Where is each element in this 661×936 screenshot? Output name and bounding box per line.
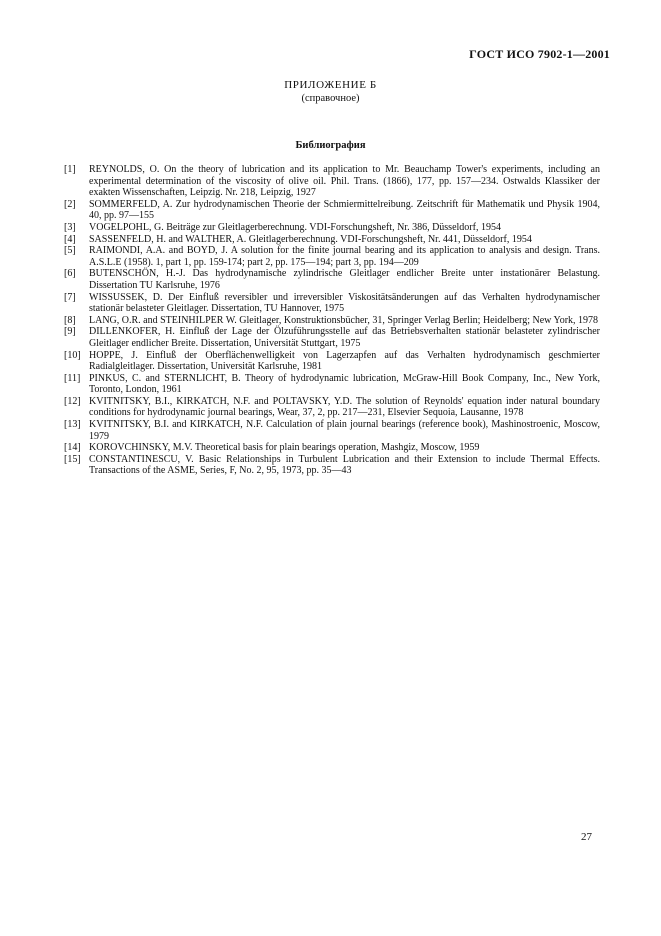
reference-text: SOMMERFELD, A. Zur hydrodynamischen Theorie der Schmiermittelreibung. Zeitschrift für Mathematik und Physik 1904, 40, pp. 97—155 <box>89 198 600 222</box>
appendix-heading <box>0 78 661 105</box>
reference-item <box>64 326 600 349</box>
reference-number: [8] <box>64 314 76 326</box>
appendix-title: ПРИЛОЖЕНИЕ Б <box>284 79 377 91</box>
reference-text: PINKUS, C. and STERNLICHT, B. Theory of hydrodynamic lubrication, McGraw-Hill Book Company, Inc., New York, Toronto, London, 1961 <box>89 372 600 396</box>
reference-item <box>64 419 600 442</box>
reference-number: [14] <box>64 442 81 454</box>
reference-item <box>64 245 600 268</box>
reference-number: [11] <box>64 372 81 384</box>
page-number: 27 <box>581 831 592 843</box>
reference-list <box>64 164 600 477</box>
reference-item <box>64 373 600 396</box>
reference-text: VOGELPOHL, G. Beiträge zur Gleitlagerberechnung. VDI-Forschungsheft, Nr. 386, Düsseldorf, 1954 <box>89 221 501 233</box>
reference-text: CONSTANTINESCU, V. Basic Relationships in Turbulent Lubrication and their Extension to include Thermal Effects. Transactions of the ASME, Series, F, No. 2, 95, 1973, pp. 35—43 <box>89 453 600 477</box>
reference-item <box>64 222 600 234</box>
reference-text: WISSUSSEK, D. Der Einfluß reversibler und irreversibler Viskositätsänderungen auf das Verhalten hydrodynamischer stationär belasteter Gleitlager. Dissertation, TU Hannover, 1975 <box>89 291 600 315</box>
reference-number: [15] <box>64 453 81 465</box>
standard-id: ГОСТ ИСО 7902-1—2001 <box>469 47 610 61</box>
reference-item <box>64 442 600 454</box>
reference-number: [5] <box>64 245 76 257</box>
reference-item <box>64 292 600 315</box>
reference-number: [2] <box>64 198 76 210</box>
reference-number: [1] <box>64 164 76 175</box>
reference-item <box>64 199 600 222</box>
reference-item <box>64 268 600 291</box>
reference-text: REYNOLDS, O. On the theory of lubrication and its application to Mr. Beauchamp Tower's experiments, including an experimental determination of the viscosity of olive oil. Phil. Trans. (1866), 177, pp. 157—234. Ostwalds Klassiker der exakten Wissenschaften, Leipzig. Nr. 218, Leipzig, 1927 <box>89 164 600 199</box>
reference-item <box>64 234 600 246</box>
reference-number: [4] <box>64 233 76 245</box>
reference-number: [13] <box>64 419 81 431</box>
reference-item <box>64 396 600 419</box>
reference-text: BUTENSCHÖN, H.-J. Das hydrodynamische zylindrische Gleitlager endlicher Breite unter instationärer Belastung. Dissertation TU Karlsruhe, 1976 <box>89 268 600 291</box>
reference-text: SASSENFELD, H. and WALTHER, A. Gleitlagerberechnung. VDI-Forschungsheft, Nr. 441, Düsseldorf, 1954 <box>89 233 532 245</box>
reference-text: KVITNITSKY, B.I., KIRKATCH, N.F. and POLTAVSKY, Y.D. The solution of Reynolds' equation inder natural boundary conditions for hydrodynamic journal bearings, Wear, 37, 2, pp. 217—231, Elsevier Sequoia, Lausanne, 1978 <box>89 395 600 419</box>
reference-item <box>64 350 600 373</box>
reference-number: [12] <box>64 395 81 407</box>
appendix-subtitle: (справочное) <box>301 93 360 104</box>
reference-text: RAIMONDI, A.A. and BOYD, J. A solution for the finite journal bearing and its application to analysis and design. Trans. A.S.L.E (1958). 1, part 1, pp. 159-174; part 2, pp. 175—194; part 3, pp. 194—209 <box>89 245 600 268</box>
reference-number: [10] <box>64 349 81 361</box>
reference-text: DILLENKOFER, H. Einfluß der Lage der Ölzuführungsstelle auf das Betriebsverhalten stationär belasteter zylindrischer Gleitlager endlicher Breite. Dissertation, Universität Stuttgart, 1975 <box>89 326 600 349</box>
reference-item <box>64 315 600 327</box>
reference-text: KOROVCHINSKY, M.V. Theoretical basis for plain bearings operation, Mashgiz, Moscow, 1959 <box>89 442 480 454</box>
reference-text: KVITNITSKY, B.I. and KIRKATCH, N.F. Calculation of plain journal bearings (reference book), Mashinostroenic, Moscow, 1979 <box>89 419 600 442</box>
reference-number: [9] <box>64 326 76 338</box>
reference-item <box>64 164 600 199</box>
reference-item <box>64 454 600 477</box>
bibliography-title: Библиография <box>295 140 366 151</box>
reference-number: [7] <box>64 291 76 303</box>
reference-number: [3] <box>64 221 76 233</box>
reference-number: [6] <box>64 268 76 280</box>
reference-text: HOPPE, J. Einfluß der Oberflächenwelligkeit von Lagerzapfen auf das Verhalten hydrodynamisch geschmierter Radialgleitlager. Dissertation, Universität Karlsruhe, 1981 <box>89 349 600 373</box>
reference-text: LANG, O.R. and STEINHILPER W. Gleitlager, Konstruktionsbücher, 31, Springer Verlag Berlin; Heidelberg; New York, 1978 <box>89 314 599 326</box>
